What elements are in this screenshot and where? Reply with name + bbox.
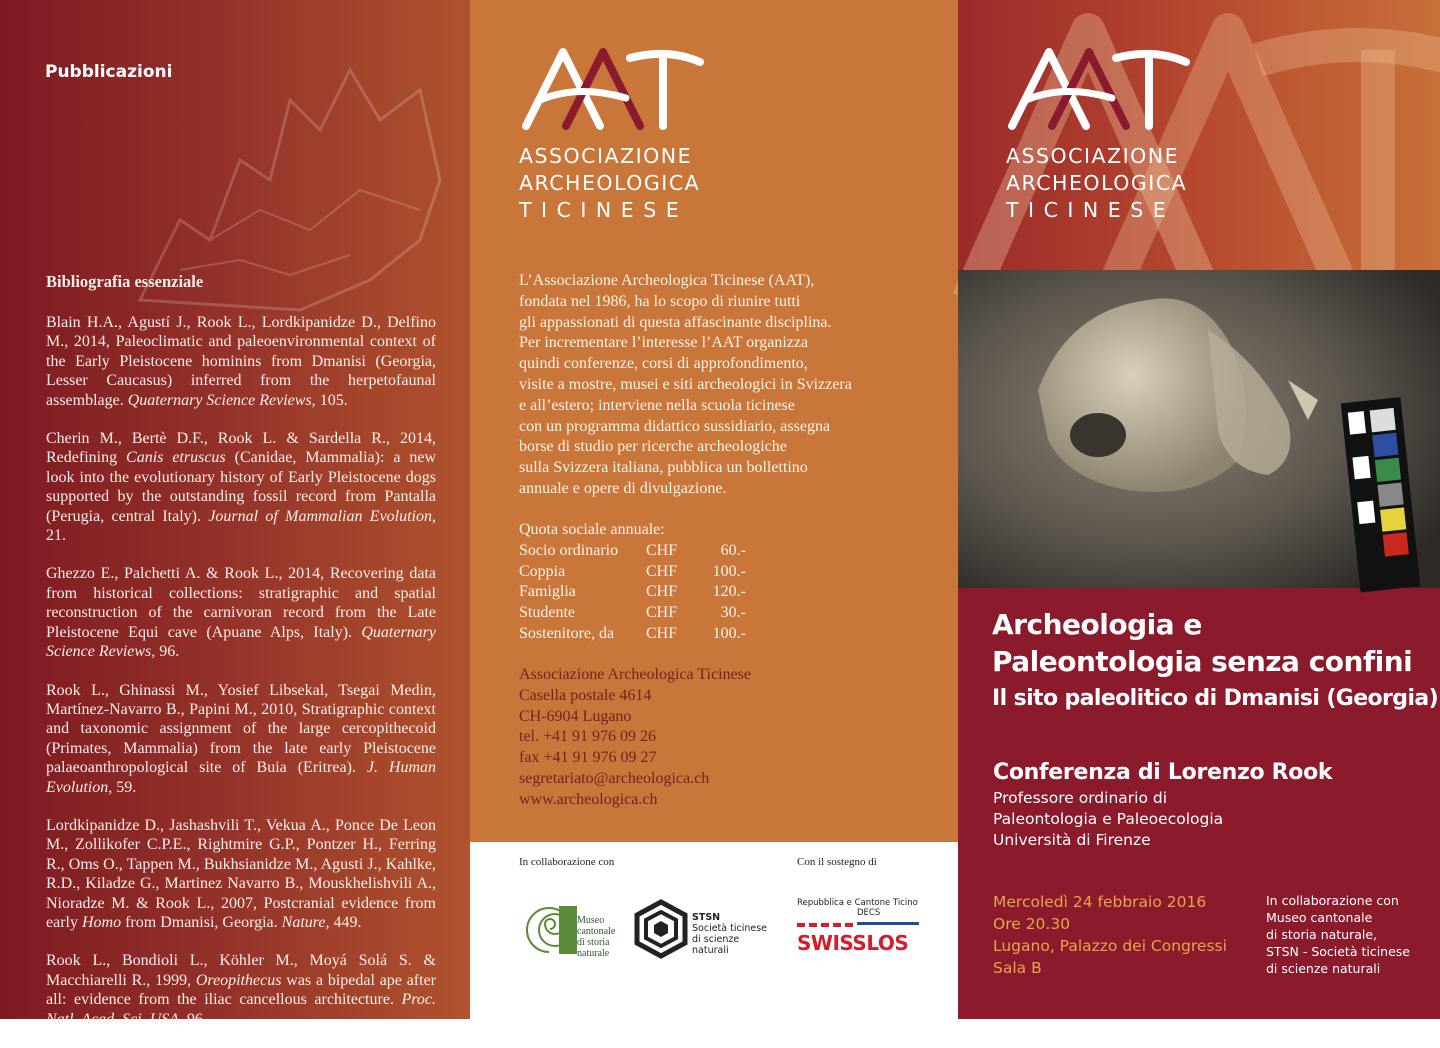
sponsors-strip — [470, 842, 958, 1019]
association-name — [1006, 143, 1187, 224]
fee-label: Famiglia — [519, 583, 576, 601]
reference-text: 96. — [155, 643, 180, 661]
reference-entry — [46, 816, 436, 932]
contact-email-link[interactable]: segretariato@archeologica.ch — [519, 769, 710, 787]
stsn-abbr: STSN — [692, 912, 721, 923]
reference-text: Ghezzo E., Palchetti A. & Rook L., 2014, Recovering data from historical collections: stratigraphic and spatial reconstruction of the carnivoran record from the Late Pleistocene Equi cave (Apuane Alps, Italy). — [46, 565, 436, 641]
canton-text: Repubblica e Cantone Ticino — [797, 898, 918, 908]
description-line: visite a mostre, musei e siti archeologici in Svizzera — [519, 375, 852, 393]
reference-italic: Quaternary Science Reviews, — [127, 391, 316, 409]
fee-amount: 100.- — [712, 562, 746, 580]
reference-text: Lordkipanidze D., Jashashvili T., Vekua A., Ponce De Leon M., Zollikofer C.P.E., Rightmire G.P., Pontzer H., Ferring R., Oms O., Tappen M., Bukhsianidze M., Agusti J., Kahlke, R.D., Kiladze G., Martinez Navarro B., Mouskhelishvili A., Nioradze M. & Rook L., 2007, Postcranial evidence from early — [46, 816, 436, 931]
swisslos-brand: SWISSLOS — [797, 931, 909, 955]
event-subtitle: Il sito paleolitico di Dmanisi (Georgia) — [992, 686, 1439, 711]
event-title-line: Paleontologia senza confini — [992, 645, 1413, 678]
fee-currency: CHF — [646, 583, 678, 601]
fee-label: Studente — [519, 604, 575, 622]
stsn-line: Società ticinese — [692, 923, 768, 934]
reference-italic: Proc. Natl. Acad. Sci. USA, — [46, 991, 436, 1028]
collab-line: di storia naturale, — [1266, 927, 1378, 942]
reference-text: Blain H.A., Agustí J., Rook L., Lordkipanidze D., Delfino M., 2014, Paleoclimatic and paleoenvironmental context of the Early Pleistocene hominins from Dmanisi (Georgia, Lesser Caucasus) inferred from the herpetofaunal assemblage. — [46, 314, 436, 409]
hexagon-icon — [635, 900, 687, 958]
reference-text: 449. — [329, 913, 362, 931]
collab-line: In collaborazione con — [1266, 893, 1399, 908]
contact-city: CH-6904 Lugano — [519, 707, 632, 725]
reference-entry — [46, 681, 436, 797]
association-panel — [470, 0, 958, 1019]
reference-entry — [46, 313, 436, 410]
cover-header — [958, 0, 1440, 270]
stsn-line: di scienze naturali — [692, 934, 740, 956]
event-title-line: Archeologia e — [992, 608, 1202, 641]
fee-label: Socio ordinario — [519, 541, 619, 559]
fee-amount: 100.- — [712, 624, 746, 642]
association-name — [519, 143, 700, 224]
museo-logo — [519, 902, 624, 962]
reference-text: Cherin M., Bertè D.F., Rook L. & Sardella R., 2014, Redefining — [46, 430, 436, 467]
collaboration-note — [1266, 892, 1410, 977]
contact-fax: fax +41 91 976 09 27 — [519, 749, 657, 767]
museo-logo-line: Museo — [577, 915, 605, 926]
reference-text: 59. — [112, 778, 137, 796]
collab-line: Museo cantonale — [1266, 910, 1373, 925]
spiral-shell-icon — [519, 902, 579, 958]
fee-row — [519, 541, 746, 562]
museo-logo-line: cantonale — [577, 926, 616, 937]
description-line: con un programma didattico sussidiario, assegna — [519, 417, 831, 435]
fee-amount: 120.- — [712, 583, 746, 601]
fee-currency: CHF — [646, 562, 678, 580]
museo-logo-line: di storia — [577, 937, 610, 948]
event-line: Sala B — [993, 959, 1042, 977]
fees-title: Quota sociale annuale: — [519, 521, 665, 538]
fee-row — [519, 624, 746, 645]
museo-logo-line: naturale — [577, 948, 610, 959]
canton-stripe — [797, 923, 857, 927]
fee-row — [519, 603, 746, 624]
reference-italic: Quaternary Science Reviews, — [46, 623, 436, 661]
fee-label: Sostenitore, da — [519, 624, 615, 642]
description-line: gli appassionati di questa affascinante disciplina. — [519, 313, 832, 331]
role-line: Paleontologia e Paleoecologia — [993, 810, 1224, 828]
event-line: Ore 20.30 — [993, 915, 1071, 933]
reference-text: Rook L., Bondioli L., Köhler M., Moyá Solá S. & Macchiarelli R., 1999, — [46, 952, 436, 989]
swisslos-logo — [797, 898, 927, 968]
association-name-line: TICINESE — [1006, 198, 1176, 222]
collab-line: di scienze naturali — [1266, 961, 1381, 976]
event-line: Lugano, Palazzo dei Congressi — [993, 937, 1227, 955]
bibliography-heading: Bibliografia essenziale — [46, 272, 204, 291]
reference-text: (Canidae, Mammalia): a new look into the evolutionary history of Early Pleistocene dogs supported by the outstanding fossil record from Pantalla (Perugia, central Italy). — [46, 449, 437, 525]
fee-label: Coppia — [519, 562, 566, 580]
association-name-line: TICINESE — [519, 198, 689, 222]
role-line: Università di Firenze — [993, 831, 1151, 849]
aat-mark-icon — [1004, 40, 1194, 130]
excavation-photo — [958, 270, 1440, 588]
description-line: quindi conferenze, corsi di approfondimento, — [519, 355, 808, 373]
fee-currency: CHF — [646, 604, 678, 622]
reference-text: 96. — [183, 1010, 208, 1028]
skull-fossil-image — [958, 270, 1440, 588]
publications-panel — [0, 0, 470, 1028]
fee-currency: CHF — [646, 624, 678, 642]
description-line: e all’estero; interviene nella scuola ticinese — [519, 396, 795, 414]
contact-phone[interactable]: tel. +41 91 976 09 26 — [519, 728, 657, 746]
association-description — [519, 271, 879, 500]
collaboration-label: In collaborazione con — [519, 856, 615, 868]
description-line: fondata nel 1986, ha lo scopo di riunire tutti — [519, 292, 801, 310]
contact-block — [519, 665, 751, 811]
description-line: borse di studio per ricerche archeologiche — [519, 438, 787, 456]
description-line: Per incrementare l’interesse l’AAT organizza — [519, 334, 809, 352]
reference-entry — [46, 564, 436, 661]
event-line: Mercoledì 24 febbraio 2016 — [993, 893, 1207, 911]
association-name-line: ARCHEOLOGICA — [1006, 171, 1188, 195]
reference-list — [46, 313, 436, 1048]
reference-entry — [46, 429, 436, 545]
reference-text: was a bipedal ape after all: evidence from the iliac cancellous architecture. — [46, 971, 436, 1009]
cover-panel — [958, 0, 1440, 1019]
reference-text: from Dmanisi, Georgia. — [121, 913, 282, 931]
fee-row — [519, 562, 746, 583]
decs-text: DECS — [857, 908, 881, 918]
support-label: Con il sostegno di — [797, 856, 877, 868]
fee-row — [519, 582, 746, 603]
reference-italic: J. Human Evolution, — [46, 759, 436, 796]
reference-text: 105. — [315, 391, 348, 409]
event-details — [993, 891, 1227, 979]
association-name-line: ARCHEOLOGICA — [519, 171, 701, 195]
speaker-role — [993, 788, 1223, 851]
fee-amount: 30.- — [720, 604, 746, 622]
museo-logo-text — [577, 915, 615, 959]
association-name-line: ASSOCIAZIONE — [1006, 144, 1180, 168]
reference-italic: Oreopithecus — [195, 971, 282, 989]
membership-fees — [519, 520, 746, 645]
aat-logo — [1004, 40, 1194, 135]
fee-currency: CHF — [646, 541, 678, 559]
stsn-logo-text — [692, 912, 775, 956]
description-line: L’Associazione Archeologica Ticinese (AAT), — [519, 272, 815, 289]
reference-entry — [46, 951, 436, 1029]
contact-name: Associazione Archeologica Ticinese — [519, 666, 751, 683]
description-line: annuale e opere di divulgazione. — [519, 479, 727, 497]
reference-italic: Canis etruscus — [126, 449, 226, 467]
description-line: sulla Svizzera italiana, pubblica un bollettino — [519, 459, 808, 477]
speaker-heading: Conferenza di Lorenzo Rook — [993, 760, 1333, 785]
reference-italic: Nature, — [281, 913, 330, 931]
reference-italic: Journal of Mammalian Evolution — [208, 507, 433, 525]
contact-po-box: Casella postale 4614 — [519, 686, 652, 704]
reference-text: Rook L., Ghinassi M., Yosief Libsekal, Tsegai Medin, Martínez-Navarro B., Papini M., 2010, Stratigraphic context and taxonomic assignment of the large cercopithecoid (Primates, Mammalia) from the late early Pleistocene palaeoanthropological site of Buia (Eritrea). — [46, 681, 436, 777]
aat-logo — [518, 40, 708, 135]
aat-mark-icon — [518, 40, 708, 130]
association-name-line: ASSOCIAZIONE — [519, 144, 693, 168]
stsn-logo — [635, 900, 775, 960]
collab-line: STSN - Società ticinese — [1266, 944, 1411, 959]
role-line: Professore ordinario di — [993, 789, 1167, 807]
reference-text: , 21. — [46, 507, 437, 545]
fee-amount: 60.- — [720, 541, 746, 559]
canton-blue-bar — [857, 922, 919, 925]
reference-italic: Homo — [81, 913, 122, 931]
publications-heading: Pubblicazioni — [45, 62, 173, 82]
event-title — [992, 606, 1412, 680]
contact-website-link[interactable]: www.archeologica.ch — [519, 790, 658, 808]
